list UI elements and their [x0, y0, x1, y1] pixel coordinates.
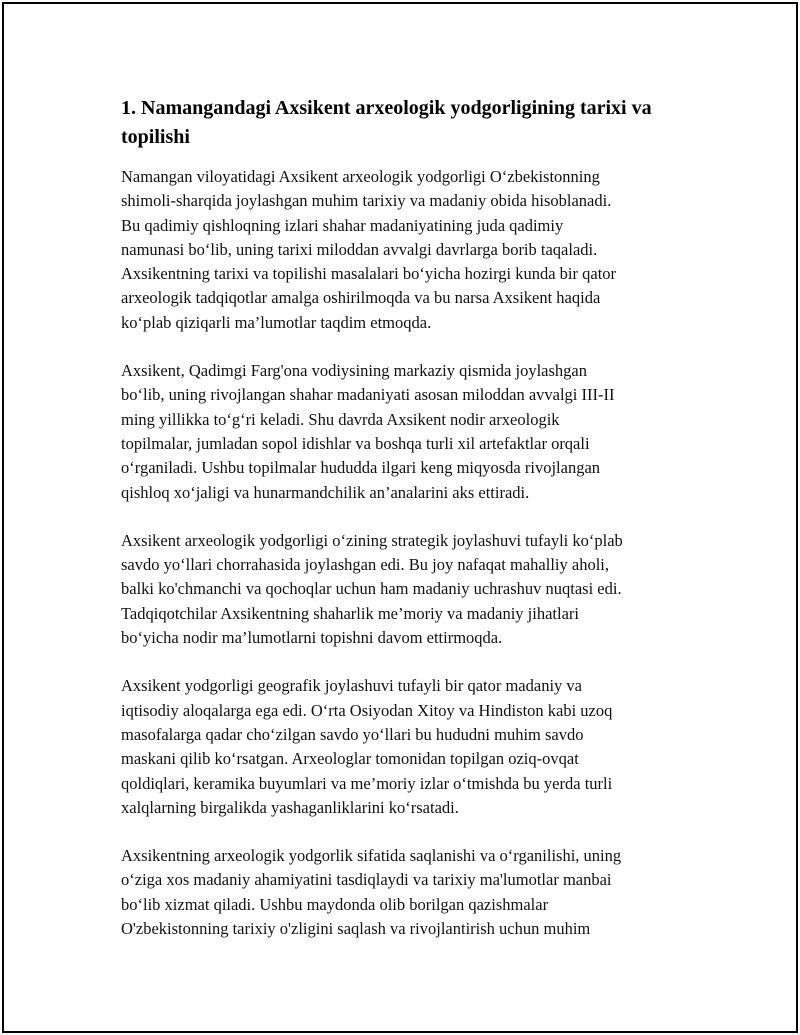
text-line: shimoli-sharqida joylashgan muhim tarixiy va madaniy obida hisoblanadi. — [121, 191, 612, 211]
text-line: Namangan viloyatidagi Axsikent arxeologik yodgorligi O‘zbekistonning — [121, 167, 600, 186]
text-line: namunasi bo‘lib, uning tarixi miloddan avvalgi davrlarga borib taqaladi. — [121, 239, 598, 259]
text-line: Axsikent yodgorligi geografik joylashuvi tufayli bir qator madaniy va — [121, 676, 582, 696]
text-line: o‘ziga xos madaniy ahamiyatini tasdiqlaydi va tarixiy ma'lumotlar manbai — [121, 870, 612, 890]
text-line: Axsikentning tarixi va topilishi masalalari bo‘yicha hozirgi kunda bir qator — [121, 264, 617, 284]
text-line: arxeologik tadqiqotlar amalga oshirilmoqda va bu narsa Axsikent haqida — [121, 288, 601, 308]
text-line: qoldiqlari, keramika buyumlari va me’moriy izlar o‘tmishda bu yerda turli — [121, 773, 613, 793]
text-line: savdo yo‘llari chorrahasida joylashgan edi. Bu joy nafaqat mahalliy aholi, — [121, 555, 609, 575]
text-line: bo‘lib xizmat qiladi. Ushbu maydonda olib borilgan qazishmalar — [121, 894, 549, 914]
text-line: Axsikent arxeologik yodgorligi o‘zining strategik joylashuvi tufayli ko‘plab — [121, 530, 623, 550]
text-line: iqtisodiy aloqalarga ega edi. O‘rta Osiyodan Xitoy va Hindiston kabi uzoq — [121, 700, 613, 720]
text-line: Bu qadimiy qishloqning izlari shahar madaniyatining juda qadimiy — [121, 215, 564, 235]
text-line: o‘rganiladi. Ushbu topilmalar hududda ilgari keng miqyosda rivojlangan — [121, 458, 601, 478]
section-heading — [121, 94, 686, 152]
paragraph — [121, 359, 686, 505]
text-line: O'zbekistonning tarixiy o'zligini saqlash va rivojlantirish uchun muhim — [121, 919, 591, 939]
paragraph — [121, 844, 686, 941]
text-line: bo‘yicha nodir ma’lumotlarni topishni davom ettirmoqda. — [121, 628, 503, 648]
paragraph — [121, 165, 686, 335]
document-body — [121, 94, 686, 965]
text-line: balki ko'chmanchi va qochoqlar uchun ham madaniy uchrashuv nuqtasi edi. — [121, 579, 622, 599]
heading-line: topilishi — [121, 126, 190, 148]
text-line: Axsikentning arxeologik yodgorlik sifatida saqlanishi va o‘rganilishi, uning — [121, 846, 622, 866]
paragraph — [121, 674, 686, 820]
text-line: masofalarga qadar cho‘zilgan savdo yo‘llari bu hududni muhim savdo — [121, 724, 584, 744]
page-frame — [2, 2, 798, 1033]
text-line: ko‘plab qiziqarli ma’lumotlar taqdim etmoqda. — [121, 312, 432, 332]
paragraph — [121, 529, 686, 650]
heading-line: 1. Namangandagi Axsikent arxeologik yodgorligining tarixi va — [121, 97, 652, 119]
text-line: ming yillikka to‘g‘ri keladi. Shu davrda Axsikent nodir arxeologik — [121, 409, 560, 429]
text-line: topilmalar, jumladan sopol idishlar va boshqa turli xil artefaktlar orqali — [121, 433, 590, 453]
text-line: Tadqiqotchilar Axsikentning shaharlik me’moriy va madaniy jihatlari — [121, 603, 579, 623]
text-line: Axsikent, Qadimgi Farg'ona vodiysining markaziy qismida joylashgan — [121, 361, 587, 381]
text-line: xalqlarning birgalikda yashaganliklarini ko‘rsatadi. — [121, 797, 459, 817]
text-line: qishloq xo‘jaligi va hunarmandchilik an’analarini aks ettiradi. — [121, 482, 530, 502]
text-line: bo‘lib, uning rivojlangan shahar madaniyati asosan miloddan avvalgi III-II — [121, 385, 615, 405]
text-line: maskani qilib ko‘rsatgan. Arxeologlar tomonidan topilgan oziq-ovqat — [121, 749, 579, 769]
